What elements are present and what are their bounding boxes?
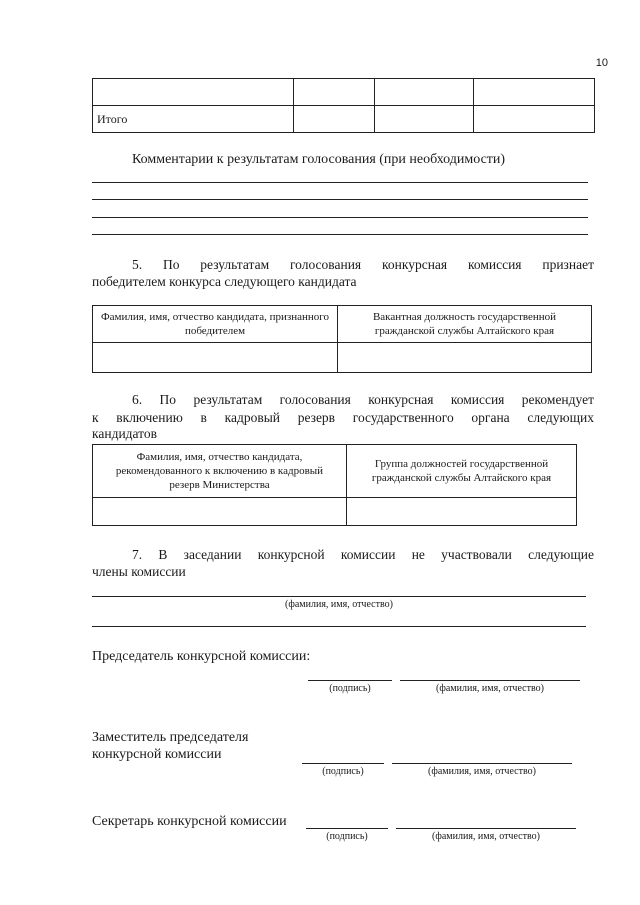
reserve-group-header: Группа должностей государственной гражданской службы Алтайского края <box>347 445 577 498</box>
table-cell <box>294 79 375 106</box>
table-cell <box>347 498 577 526</box>
totals-label: Итого <box>93 106 294 133</box>
name-caption: (фамилия, имя, отчество) <box>432 831 540 842</box>
comments-line <box>92 182 588 183</box>
absent-members-line <box>92 626 586 627</box>
reserve-table <box>92 444 577 526</box>
table-cell <box>93 498 347 526</box>
totals-table <box>92 78 595 133</box>
table-cell <box>375 79 474 106</box>
section6-line3: кандидатов <box>92 426 158 441</box>
signature-line <box>306 828 388 829</box>
section7-line1: 7. В заседании конкурсной комиссии не участвовали следующие <box>132 547 594 562</box>
section5-line1: 5. По результатам голосования конкурсная комиссия признает <box>132 257 594 272</box>
comments-title: Комментарии к результатам голосования (при необходимости) <box>132 152 506 167</box>
comments-line <box>92 199 588 200</box>
table-cell <box>294 106 375 133</box>
section6-line2: к включению в кадровый резерв государственного органа следующих <box>92 410 594 425</box>
absent-members-caption: (фамилия, имя, отчество) <box>285 599 393 610</box>
winner-name-header: Фамилия, имя, отчество кандидата, признанного победителем <box>93 306 338 343</box>
winner-table <box>92 305 592 373</box>
section6-line1: 6. По результатам голосования конкурсная комиссия рекомендует <box>132 392 594 407</box>
name-caption: (фамилия, имя, отчество) <box>428 766 536 777</box>
name-caption: (фамилия, имя, отчество) <box>436 683 544 694</box>
table-cell <box>375 106 474 133</box>
secretary-label: Секретарь конкурсной комиссии <box>92 814 287 829</box>
section7-line2: члены комиссии <box>92 564 186 579</box>
table-cell <box>93 343 338 373</box>
table-cell <box>474 79 595 106</box>
signature-caption: (подпись) <box>329 683 371 694</box>
deputy-label-line2: конкурсной комиссии <box>92 747 222 762</box>
comments-line <box>92 234 588 235</box>
chairman-label: Председатель конкурсной комиссии: <box>92 649 311 664</box>
table-cell <box>93 79 294 106</box>
name-line <box>392 763 572 764</box>
name-line <box>396 828 576 829</box>
signature-caption: (подпись) <box>322 766 364 777</box>
table-cell <box>474 106 595 133</box>
reserve-name-header: Фамилия, имя, отчество кандидата, рекомендованного к включению в кадровый резерв Министерства <box>93 445 347 498</box>
signature-line <box>302 763 384 764</box>
page-number: 10 <box>595 57 608 69</box>
signature-line <box>308 680 392 681</box>
name-line <box>400 680 580 681</box>
absent-members-line <box>92 596 586 597</box>
table-cell <box>338 343 592 373</box>
signature-caption: (подпись) <box>326 831 368 842</box>
winner-position-header: Вакантная должность государственной гражданской службы Алтайского края <box>338 306 592 343</box>
section5-line2: победителем конкурса следующего кандидата <box>92 274 357 289</box>
deputy-label-line1: Заместитель председателя <box>92 730 249 745</box>
comments-line <box>92 217 588 218</box>
